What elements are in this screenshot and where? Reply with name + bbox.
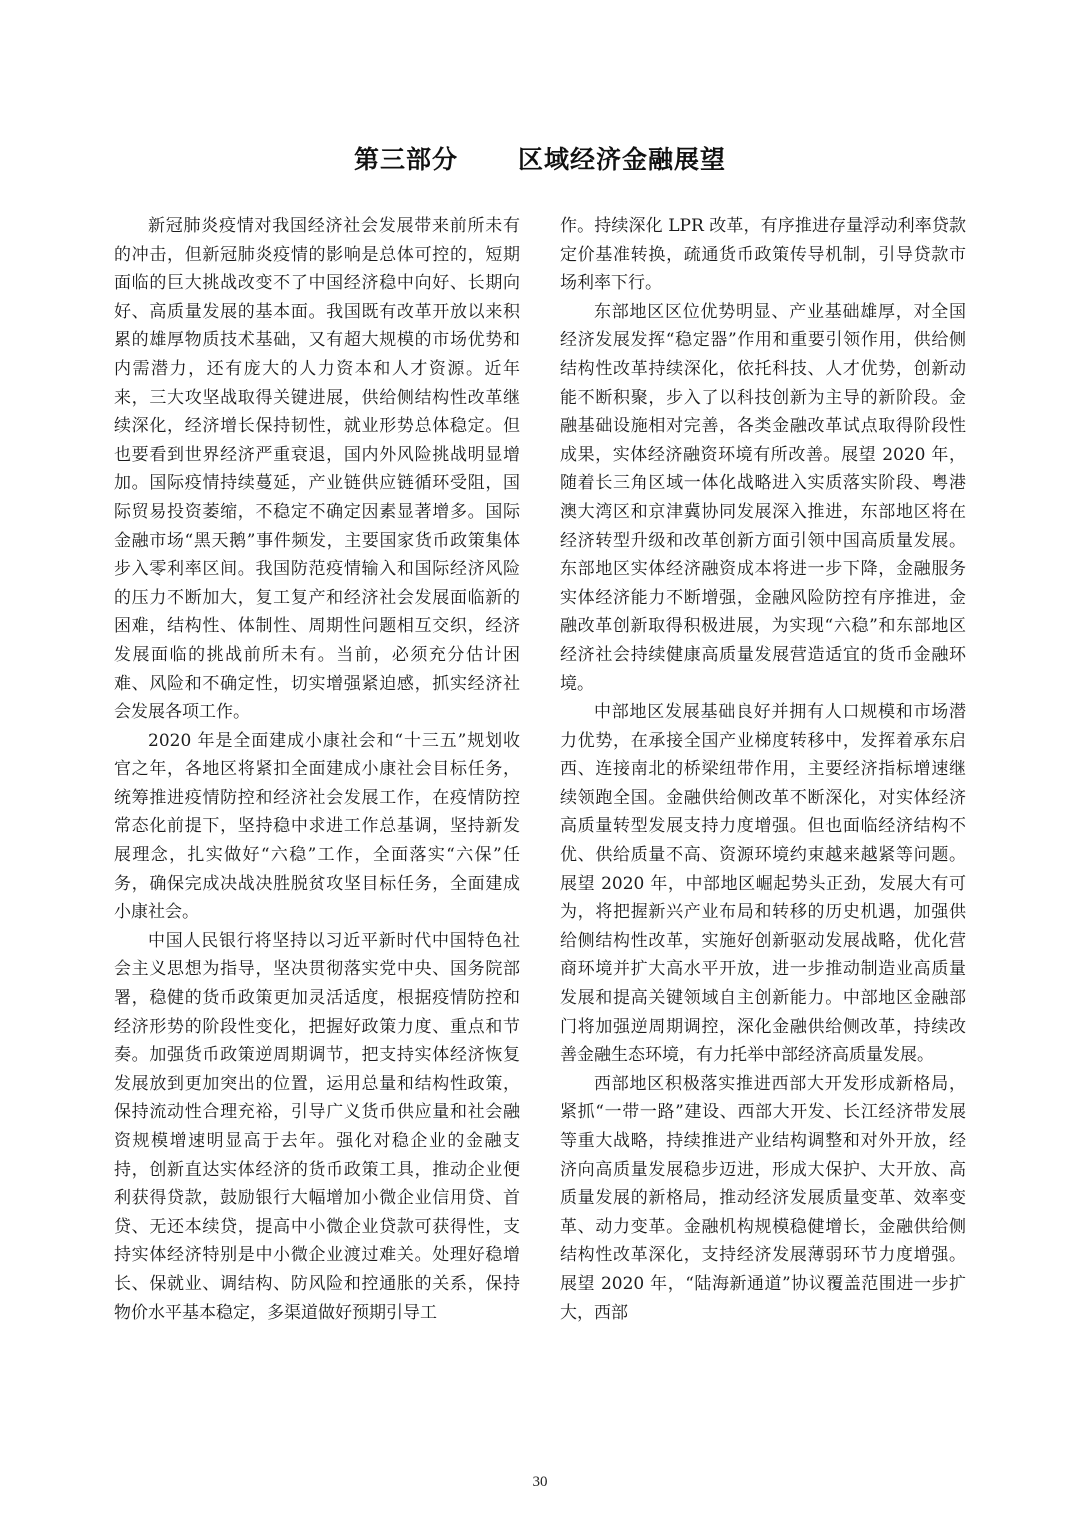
section-part-label: 第三部分: [353, 145, 458, 174]
right-column: [560, 212, 966, 1327]
paragraph-continuation: 作。持续深化 LPR 改革，有序推进存量浮动利率贷款定价基准转换，疏通货币政策传导机制，引导贷款市场利率下行。: [560, 216, 966, 294]
paragraph-pandemic-impact: 新冠肺炎疫情对我国经济社会发展带来前所未有的冲击，但新冠肺炎疫情的影响是总体可控的，短期面临的巨大挑战改变不了中国经济稳中向好、长期向好、高质量发展的基本面。我国既有改革开放以来积累的雄厚物质技术基础，又有超大规模的市场优势和内需潜力，还有庞大的人力资本和人才资源。近年来，三大攻坚战取得关键进展，供给侧结构性改革继续深化，经济增长保持韧性，就业形势总体稳定。但也要看到世界经济严重衰退，国内外风险挑战明显增加。国际疫情持续蔓延，产业链供应链循环受阻，国际贸易投资萎缩，不稳定不确定因素显著增多。国际金融市场“黑天鹅”事件频发，主要国家货币政策集体步入零利率区间。我国防范疫情输入和国际经济风险的压力不断加大，复工复产和经济社会发展面临新的困难，结构性、体制性、周期性问题相互交织，经济发展面临的挑战前所未有。当前，必须充分估计困难、风险和不确定性，切实增强紧迫感，抓实经济社会发展各项工作。: [114, 216, 520, 723]
section-title: 区域经济金融展望: [518, 145, 727, 174]
paragraph-eastern-region: 东部地区区位优势明显、产业基础雄厚，对全国经济发展发挥“稳定器”作用和重要引领作用，供给侧结构性改革持续深化，依托科技、人才优势，创新动能不断积聚，步入了以科技创新为主导的新阶段。金融基础设施相对完善，各类金融改革试点取得阶段性成果，实体经济融资环境有所改善。展望 2020 年，随着长三角区域一体化战略进入实质落实阶段、粤港澳大湾区和京津冀协同发展深入推进，东部地区将在经济转型升级和改革创新方面引领中国高质量发展。东部地区实体经济融资成本将进一步下降，金融服务实体经济能力不断增强，金融风险防控有序推进，金融改革创新取得积极进展，为实现“六稳”和东部地区经济社会持续健康高质量发展营造适宜的货币金融环境。: [560, 301, 966, 694]
left-column: [114, 212, 520, 1327]
paragraph-2020-goals: 2020 年是全面建成小康社会和“十三五”规划收官之年，各地区将紧扣全面建成小康社会目标任务，统筹推进疫情防控和经济社会发展工作，在疫情防控常态化前提下，坚持稳中求进工作总基调，坚持新发展理念，扎实做好“六稳”工作，全面落实“六保”任务，确保完成决战决胜脱贫攻坚目标任务，全面建成小康社会。: [114, 730, 520, 923]
paragraph-central-region: 中部地区发展基础良好并拥有人口规模和市场潜力优势，在承接全国产业梯度转移中，发挥着承东启西、连接南北的桥梁纽带作用，主要经济指标增速继续领跑全国。金融供给侧改革不断深化，对实体经济高质量转型发展支持力度增强。但也面临经济结构不优、供给质量不高、资源环境约束越来越紧等问题。展望 2020 年，中部地区崛起势头正劲，发展大有可为，将把握新兴产业布局和转移的历史机遇，加强供给侧结构性改革，实施好创新驱动发展战略，优化营商环境并扩大高水平开放，进一步推动制造业高质量发展和提高关键领域自主创新能力。中部地区金融部门将加强逆周期调控，深化金融供给侧改革，持续改善金融生态环境，有力托举中部经济高质量发展。: [560, 702, 966, 1066]
section-heading: [0, 138, 1080, 182]
paragraph-western-region: 西部地区积极落实推进西部大开发形成新格局，紧抓“一带一路”建设、西部大开发、长江经济带发展等重大战略，持续推进产业结构调整和对外开放，经济向高质量发展稳步迈进，形成大保护、大开放、高质量发展的新格局，推动经济发展质量变革、效率变革、动力变革。金融机构规模稳健增长，金融供给侧结构性改革深化，支持经济发展薄弱环节力度增强。展望 2020 年，“陆海新通道”协议覆盖范围进一步扩大，西部: [560, 1073, 966, 1323]
paragraph-pboc-policy: 中国人民银行将坚持以习近平新时代中国特色社会主义思想为指导，坚决贯彻落实党中央、国务院部署，稳健的货币政策更加灵活适度，根据疫情防控和经济形势的阶段性变化，把握好政策力度、重点和节奏。加强货币政策逆周期调节，把支持实体经济恢复发展放到更加突出的位置，运用总量和结构性政策，保持流动性合理充裕，引导广义货币供应量和社会融资规模增速明显高于去年。强化对稳企业的金融支持，创新直达实体经济的货币政策工具，推动企业便利获得贷款，鼓励银行大幅增加小微企业信用贷、首贷、无还本续贷，提高中小微企业贷款可获得性，支持实体经济特别是中小微企业渡过难关。处理好稳增长、保就业、调结构、防风险和控通胀的关系，保持物价水平基本稳定，多渠道做好预期引导工: [114, 930, 520, 1323]
page-number: 30: [532, 1474, 548, 1490]
